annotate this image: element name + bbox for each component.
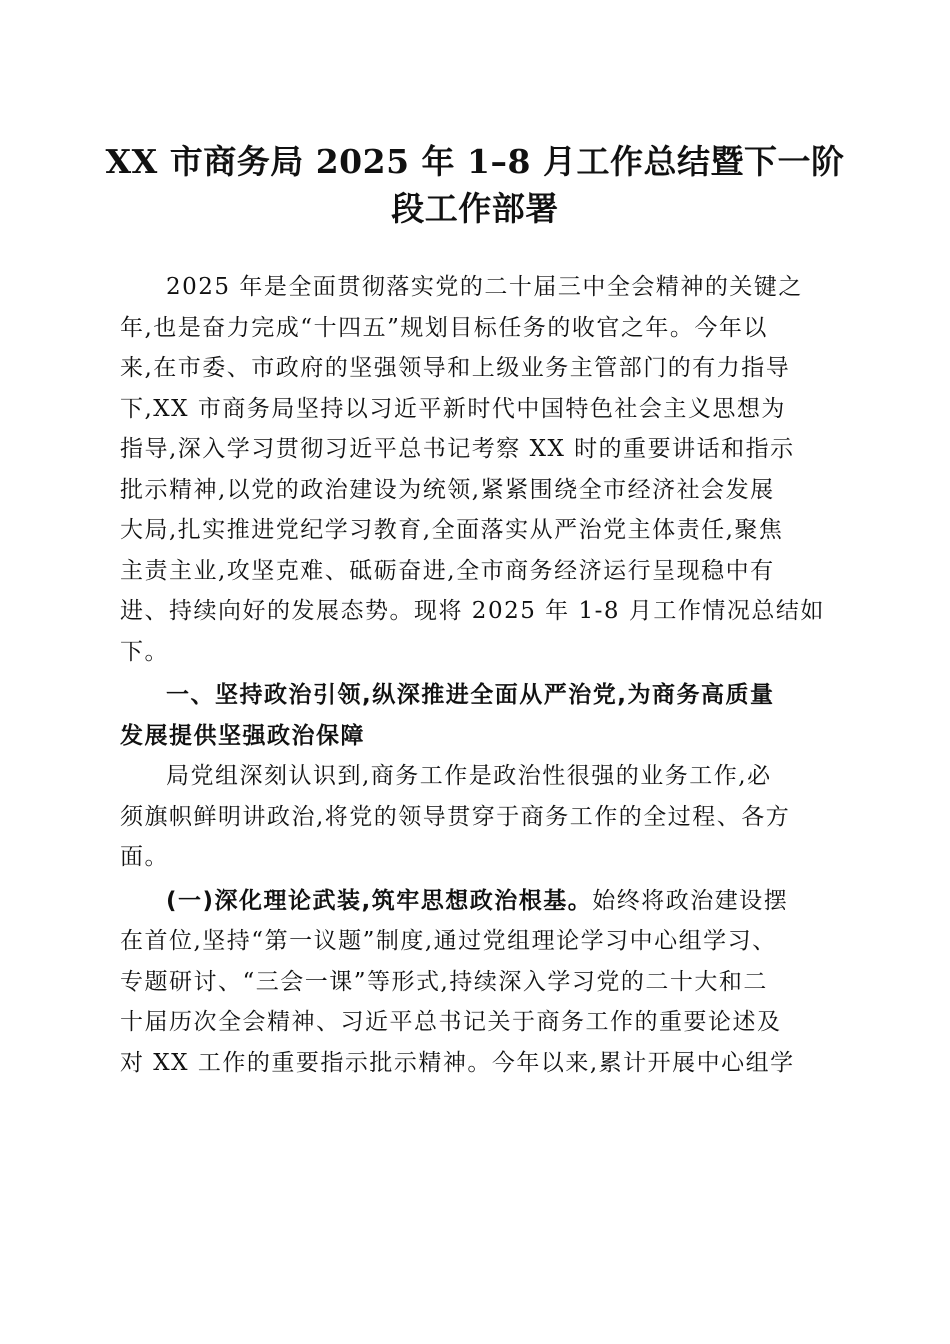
intro-paragraph	[120, 267, 832, 672]
document-title	[100, 138, 850, 232]
text-line	[120, 881, 832, 922]
subsection-1-paragraph	[120, 881, 832, 1084]
text-line: 须旗帜鲜明讲政治,将党的领导贯穿于商务工作的全过程、各方	[120, 803, 791, 830]
text-line: 对 XX 工作的重要指示批示精神。今年以来,累计开展中心组学	[120, 1049, 795, 1076]
text-line: 局党组深刻认识到,商务工作是政治性很强的业务工作,必	[166, 763, 772, 789]
section-heading-1	[120, 675, 832, 756]
text-line: 大局,扎实推进党纪学习教育,全面落实从严治党主体责任,聚焦	[120, 517, 784, 543]
title-line: 段工作部署	[391, 189, 559, 228]
text-line: 主责主业,攻坚克难、砥砺奋进,全市商务经济运行呈现稳中有	[120, 557, 775, 584]
text-line: 在首位,坚持“第一议题”制度,通过党组理论学习中心组学习、	[120, 928, 777, 954]
text-line: 下,XX 市商务局坚持以习近平新时代中国特色社会主义思想为	[120, 395, 786, 422]
title-line: XX 市商务局 2025 年 1–8 月工作总结暨下一阶	[105, 142, 845, 181]
text-line: 十届历次全会精神、习近平总书记关于商务工作的重要论述及	[120, 1009, 782, 1035]
text-line: 下。	[120, 638, 169, 665]
heading-line: 发展提供坚强政治保障	[120, 722, 365, 749]
text-line: 年,也是奋力完成“十四五”规划目标任务的收官之年。今年以	[120, 314, 768, 341]
section1-paragraph	[120, 756, 832, 878]
text-line: 来,在市委、市政府的坚强领导和上级业务主管部门的有力指导	[120, 355, 791, 381]
text-line: 面。	[120, 844, 169, 870]
subsection-1-text: 始终将政治建设摆	[592, 887, 789, 914]
text-line: 2025 年是全面贯彻落实党的二十届三中全会精神的关键之	[166, 274, 803, 300]
subsection-1-heading: (一)深化理论武装,筑牢思想政治根基。	[166, 887, 593, 914]
text-line: 专题研讨、“三会一课”等形式,持续深入学习党的二十大和二	[120, 968, 768, 995]
text-line: 进、持续向好的发展态势。现将 2025 年 1-8 月工作情况总结如	[120, 598, 825, 624]
text-line: 批示精神,以党的政治建设为统领,紧紧围绕全市经济社会发展	[120, 476, 775, 503]
heading-line: 一、坚持政治引领,纵深推进全面从严治党,为商务高质量	[166, 682, 775, 708]
text-line: 指导,深入学习贯彻习近平总书记考察 XX 时的重要讲话和指示	[120, 436, 795, 462]
document-body	[120, 267, 832, 1083]
